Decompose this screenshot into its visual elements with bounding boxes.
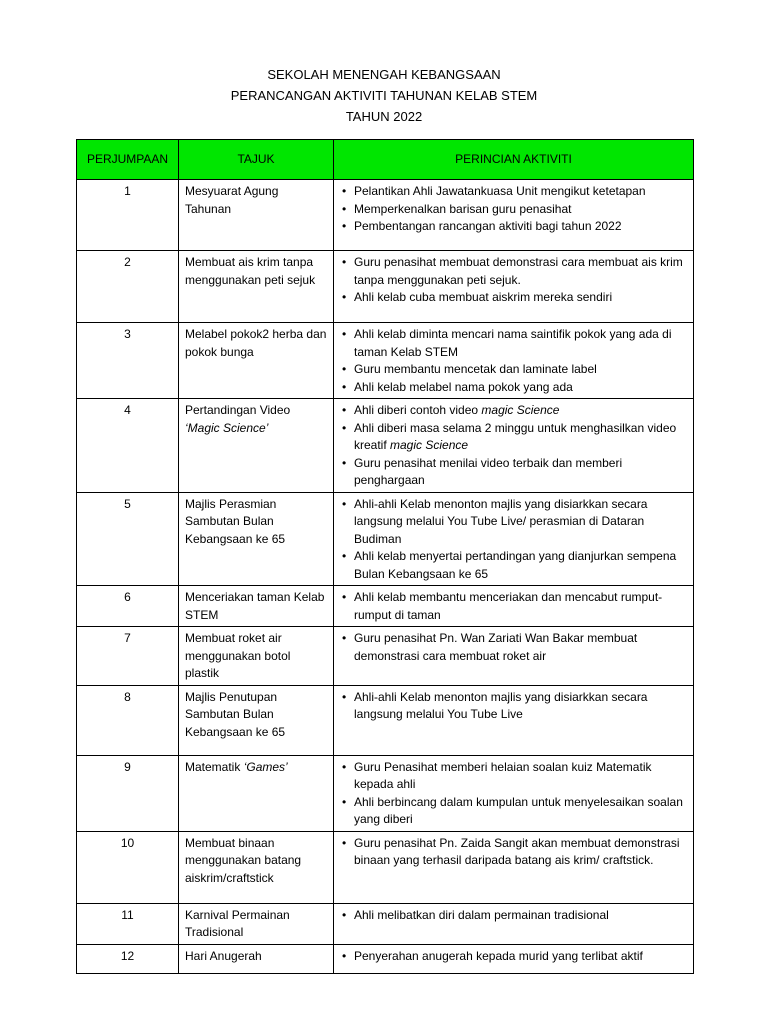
activity-italic-text: magic Science [481, 403, 560, 417]
table-row [77, 323, 694, 399]
topic-cell [179, 399, 334, 493]
meeting-number: 7 [77, 627, 179, 686]
meeting-number: 2 [77, 251, 179, 323]
activity-item: • Guru penasihat Pn. Zaida Sangit akan membuat demonstrasi binaan yang terhasil daripada batang ais krim/ craftstick. [340, 835, 687, 870]
table-row [77, 399, 694, 493]
details-cell [334, 586, 694, 627]
table-row [77, 903, 694, 944]
column-header-meeting: PERJUMPAAN [77, 140, 179, 180]
topic-cell: Mesyuarat Agung Tahunan [179, 180, 334, 251]
meeting-number: 3 [77, 323, 179, 399]
activity-item: • Guru penasihat menilai video terbaik dan memberi penghargaan [340, 455, 687, 490]
table-row [77, 755, 694, 831]
activity-item: • Ahli melibatkan diri dalam permainan tradisional [340, 907, 687, 925]
activity-item: • Guru penasihat membuat demonstrasi cara membuat ais krim tanpa menggunakan peti sejuk. [340, 254, 687, 289]
table-row [77, 627, 694, 686]
topic-text: Pertandingan Video [185, 403, 291, 417]
document-year: TAHUN 2022 [345, 109, 423, 124]
meeting-number: 8 [77, 685, 179, 755]
activity-item: • Ahli kelab menyertai pertandingan yang dianjurkan sempena Bulan Kebangsaan ke 65 [340, 548, 687, 583]
meeting-number: 4 [77, 399, 179, 493]
details-cell [334, 492, 694, 586]
column-header-details: PERINCIAN AKTIVITI [334, 140, 694, 180]
activity-item: • Memperkenalkan barisan guru penasihat [340, 201, 687, 219]
activity-item: • Ahli kelab cuba membuat aiskrim mereka sendiri [340, 289, 687, 307]
school-name: SEKOLAH MENENGAH KEBANGSAAN [267, 67, 501, 82]
activity-item: • Penyerahan anugerah kepada murid yang terlibat aktif [340, 948, 687, 966]
details-cell [334, 323, 694, 399]
topic-cell: Majlis Perasmian Sambutan Bulan Kebangsaan ke 65 [179, 492, 334, 586]
activity-item: • Ahli-ahli Kelab menonton majlis yang disiarkkan secara langsung melalui You Tube Live [340, 689, 687, 724]
meeting-number: 11 [77, 903, 179, 944]
details-cell [334, 627, 694, 686]
meeting-number: 5 [77, 492, 179, 586]
table-row [77, 831, 694, 903]
activity-item: • Ahli kelab membantu menceriakan dan mencabut rumput-rumput di taman [340, 589, 687, 624]
document-title: PERANCANGAN AKTIVITI TAHUNAN KELAB STEM [230, 88, 538, 103]
table-row [77, 492, 694, 586]
details-cell [334, 251, 694, 323]
table-row [77, 685, 694, 755]
meeting-number: 12 [77, 944, 179, 973]
details-cell [334, 831, 694, 903]
activity-item: • Ahli berbincang dalam kumpulan untuk menyelesaikan soalan yang diberi [340, 794, 687, 829]
activity-item: • Guru Penasihat memberi helaian soalan kuiz Matematik kepada ahli [340, 759, 687, 794]
activity-italic-text: magic Science [390, 438, 469, 452]
meeting-number: 1 [77, 180, 179, 251]
details-cell [334, 755, 694, 831]
meeting-number: 6 [77, 586, 179, 627]
topic-cell: Membuat ais krim tanpa menggunakan peti sejuk [179, 251, 334, 323]
activity-item: • Guru penasihat Pn. Wan Zariati Wan Bakar membuat demonstrasi cara membuat roket air [340, 630, 687, 665]
table-row [77, 586, 694, 627]
activity-plan-table [76, 139, 694, 974]
table-row [77, 251, 694, 323]
activity-item: • Pembentangan rancangan aktiviti bagi tahun 2022 [340, 218, 687, 236]
details-cell [334, 180, 694, 251]
topic-cell [179, 755, 334, 831]
topic-italic-text: ‘Games’ [243, 759, 288, 774]
topic-italic-text: ‘Magic Science’ [185, 420, 269, 435]
meeting-number: 9 [77, 755, 179, 831]
topic-cell: Membuat roket air menggunakan botol plastik [179, 627, 334, 686]
table-header-row [77, 140, 694, 180]
activity-item: • Ahli diberi contoh video magic Science [340, 402, 687, 420]
document-header [0, 64, 768, 127]
table-row [77, 944, 694, 973]
activity-item: • Pelantikan Ahli Jawatankuasa Unit mengikut ketetapan [340, 183, 687, 201]
topic-cell: Melabel pokok2 herba dan pokok bunga [179, 323, 334, 399]
topic-cell: Membuat binaan menggunakan batang aiskrim/craftstick [179, 831, 334, 903]
details-cell [334, 399, 694, 493]
activity-item: • Guru membantu mencetak dan laminate label [340, 361, 687, 379]
topic-cell: Menceriakan taman Kelab STEM [179, 586, 334, 627]
details-cell [334, 944, 694, 973]
column-header-topic: TAJUK [179, 140, 334, 180]
details-cell [334, 685, 694, 755]
topic-cell: Hari Anugerah [179, 944, 334, 973]
topic-cell: Majlis Penutupan Sambutan Bulan Kebangsaan ke 65 [179, 685, 334, 755]
activity-item: • Ahli kelab diminta mencari nama saintifik pokok yang ada di taman Kelab STEM [340, 326, 687, 361]
topic-text: Matematik [185, 759, 241, 774]
meeting-number: 10 [77, 831, 179, 903]
activity-item: • Ahli kelab melabel nama pokok yang ada [340, 379, 687, 397]
activity-item: • Ahli diberi masa selama 2 minggu untuk menghasilkan video kreatif magic Science [340, 420, 687, 455]
details-cell [334, 903, 694, 944]
topic-cell: Karnival Permainan Tradisional [179, 903, 334, 944]
activity-item: • Ahli-ahli Kelab menonton majlis yang disiarkkan secara langsung melalui You Tube Live/ perasmian di Dataran Budiman [340, 496, 687, 549]
table-row [77, 180, 694, 251]
